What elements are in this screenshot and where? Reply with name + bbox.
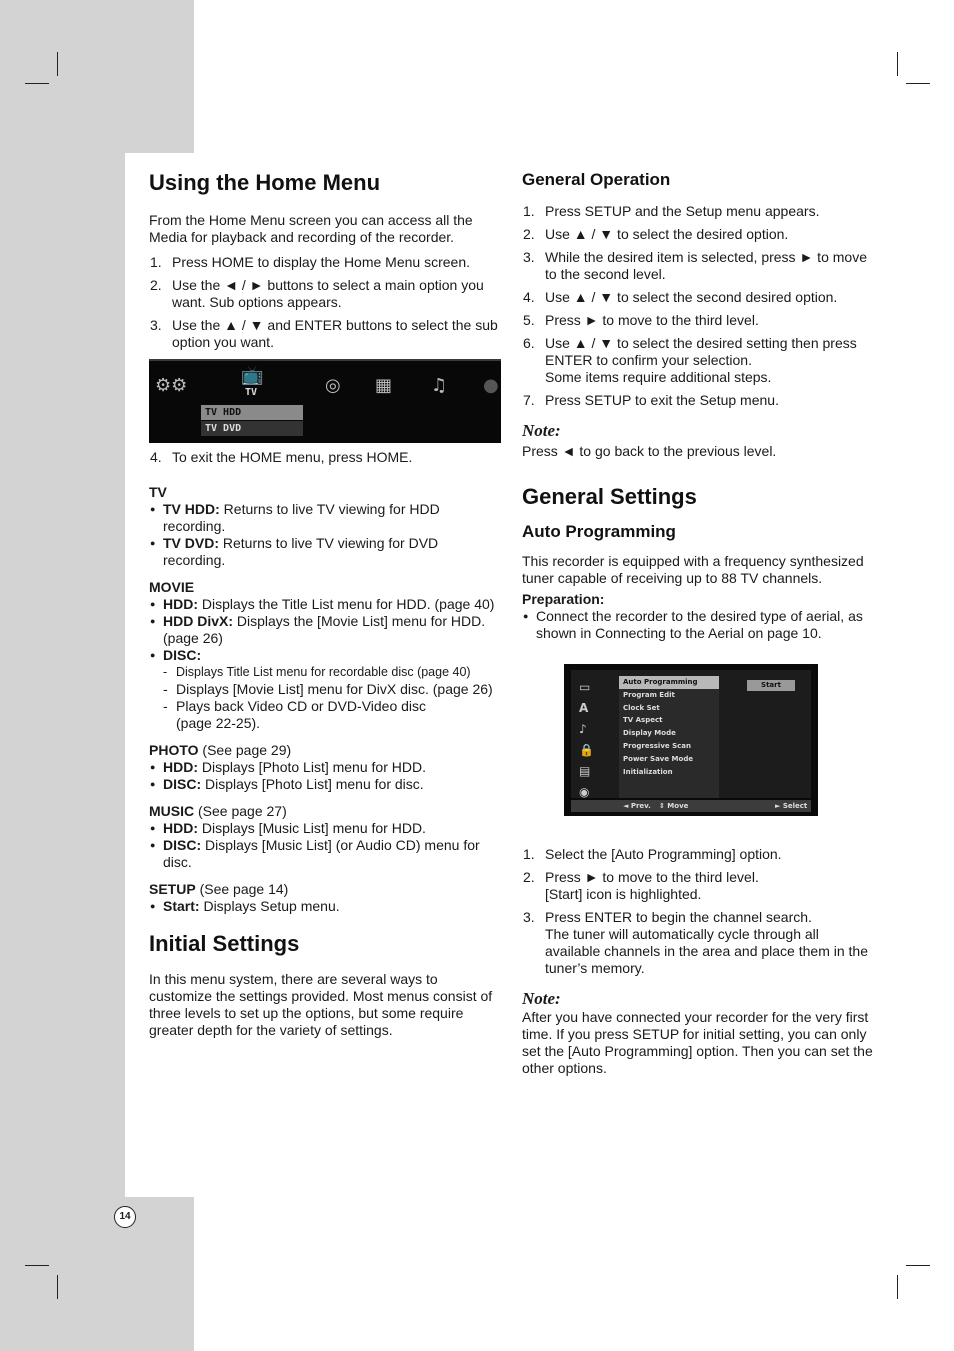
crop-mark <box>57 52 58 76</box>
page-number: 14 <box>114 1206 136 1228</box>
list-item: ● HDD DivX: Displays the [Movie List] menu for HDD. (page 26) <box>149 613 501 647</box>
home-step-4 <box>149 449 501 466</box>
heading-auto-programming: Auto Programming <box>522 522 676 541</box>
crop-mark <box>897 52 898 76</box>
movie-section: MOVIE ● HDD: Displays the Title List menu for HDD. (page 40) ● HDD DivX: Displays the [Movie List] menu for HDD. (page 26) ● DISC: - Displays Title List menu for recordable disc (page 40) - Displays [Movie List] menu for DivX disc. (page 26) - Plays back Video CD or DVD-Video disc (page 22-25). <box>149 579 501 732</box>
right-column <box>522 170 874 1077</box>
disc-icon: ◉ <box>579 785 590 799</box>
music-icon: ♫ <box>431 375 448 396</box>
list-item: ● DISC: Displays [Music List] (or Audio CD) menu for disc. <box>149 837 501 871</box>
list-item: ● HDD: Displays [Photo List] menu for HDD. <box>149 759 501 776</box>
crop-mark <box>906 1265 930 1266</box>
list-item: ● TV DVD: Returns to live TV viewing for DVD recording. <box>149 535 501 569</box>
music-section: MUSIC (See page 27) ● HDD: Displays [Music List] menu for HDD. ● DISC: Displays [Music List] (or Audio CD) menu for disc. <box>149 803 501 871</box>
general-operation-steps <box>522 203 874 409</box>
note-text: Press ◄ to go back to the previous level. <box>522 443 777 459</box>
crop-mark <box>25 83 49 84</box>
home-menu-sub-tv-hdd: TV HDD <box>201 405 303 420</box>
list-item: 7. Press SETUP to exit the Setup menu. <box>523 392 779 408</box>
list-item: Clock Set <box>623 703 660 712</box>
home-menu-main-label: TV <box>245 387 258 398</box>
list-item: Program Edit <box>623 690 675 699</box>
movie-icon: ◎ <box>325 375 341 396</box>
list-item: 2. Press ► to move to the third level. [Start] icon is highlighted. <box>523 869 759 902</box>
list-item: - Displays Title List menu for recordable disc (page 40) <box>149 664 501 681</box>
note-title: Note: <box>522 989 561 1008</box>
crop-mark <box>906 83 930 84</box>
list-item: 4. Use ▲ / ▼ to select the second desired option. <box>523 289 838 305</box>
crop-mark <box>25 1265 49 1266</box>
crop-mark <box>57 1275 58 1299</box>
list-item: 1. Press SETUP and the Setup menu appears. <box>523 203 820 219</box>
list-item: ● TV HDD: Returns to live TV viewing for HDD recording. <box>149 501 501 535</box>
list-item: ● DISC: <box>149 647 501 664</box>
list-item: - Plays back Video CD or DVD-Video disc (page 22-25). <box>149 698 501 732</box>
list-item: Progressive Scan <box>623 741 691 750</box>
heading-general-settings: General Settings <box>522 484 697 509</box>
setup-section: SETUP (See page 14) ● Start: Displays Setup menu. <box>149 881 501 915</box>
photo-section: PHOTO (See page 29) ● HDD: Displays [Photo List] menu for HDD. ● DISC: Displays [Photo List] menu for disc. <box>149 742 501 793</box>
heading-initial-settings: Initial Settings <box>149 931 300 956</box>
margin-panel-top <box>0 0 194 153</box>
setup-menu-start: Start <box>747 680 795 691</box>
heading-general-operation: General Operation <box>522 170 671 189</box>
list-item: 4. To exit the HOME menu, press HOME. <box>150 449 413 465</box>
list-item: ● DISC: Displays [Photo List] menu for disc. <box>149 776 501 793</box>
setup-menu-list <box>619 676 719 798</box>
note-text: After you have connected your recorder for the very first time. If you press SETUP for initial setting, you can only set the [Auto Programming] option. Then you can set the other options. <box>522 1009 873 1076</box>
list-item: ● Start: Displays Setup menu. <box>149 898 501 915</box>
setup-menu-screenshot <box>564 664 818 816</box>
photo-icon: ▦ <box>375 375 393 396</box>
home-menu-sub-tv-dvd: TV DVD <box>201 421 303 436</box>
preparation-item: ● Connect the recorder to the desired type of aerial, as shown in Connecting to the Aerial on page 10. <box>522 608 874 642</box>
list-item: Initialization <box>623 767 673 776</box>
list-item: 3. While the desired item is selected, press ► to move to the second level. <box>523 249 867 282</box>
list-item: ● HDD: Displays the Title List menu for HDD. (page 40) <box>149 596 501 613</box>
list-item: 6. Use ▲ / ▼ to select the desired setting then press ENTER to confirm your selection. Some items require additional steps. <box>523 335 857 385</box>
left-column <box>149 170 501 1039</box>
list-item: 2. Use the ◄ / ► buttons to select a main option you want. Sub options appears. <box>150 277 484 310</box>
initial-settings-text: In this menu system, there are several ways to customize the settings provided. Most menus consist of three levels to set up the options, but some require greater depth for the variety of settings. <box>149 971 493 1038</box>
list-item: Power Save Mode <box>623 754 694 763</box>
list-item: Auto Programming <box>619 676 719 689</box>
list-item: 1. Press HOME to display the Home Menu screen. <box>150 254 471 270</box>
home-intro: From the Home Menu screen you can access all the Media for playback and recording of the recorder. <box>149 212 473 245</box>
preparation-label: Preparation: <box>522 591 605 607</box>
auto-programming-intro: This recorder is equipped with a frequency synthesized tuner capable of receiving up to 88 TV channels. <box>522 553 864 586</box>
crop-mark <box>897 1275 898 1299</box>
auto-programming-steps <box>522 846 874 977</box>
language-icon: A <box>579 701 589 715</box>
setup-menu-footer: ◄ Prev. ⇕ Move ► Select <box>571 800 811 812</box>
list-item: 3. Use the ▲ / ▼ and ENTER buttons to select the sub option you want. <box>150 317 498 350</box>
list-item: 3. Press ENTER to begin the channel search. The tuner will automatically cycle through all available channels in the area and place them in the tuner’s memory. <box>523 909 868 976</box>
lock-icon: 🔒 <box>579 743 594 757</box>
home-steps-list <box>149 254 501 351</box>
list-item: - Displays [Movie List] menu for DivX disc. (page 26) <box>149 681 501 698</box>
home-menu-screenshot <box>149 359 501 443</box>
note-title: Note: <box>522 421 561 440</box>
list-item: 1. Select the [Auto Programming] option. <box>523 846 782 862</box>
list-item: ● HDD: Displays [Music List] menu for HDD. <box>149 820 501 837</box>
list-item: TV Aspect <box>623 716 663 725</box>
audio-icon: ♪ <box>579 722 587 736</box>
margin-panel-left <box>0 153 125 1351</box>
list-item: 5. Press ► to move to the third level. <box>523 312 759 328</box>
record-icon: ▤ <box>579 764 591 778</box>
tv-section: TV ● TV HDD: Returns to live TV viewing for HDD recording. ● TV DVD: Returns to live TV viewing for DVD recording. <box>149 484 501 569</box>
display-icon: ▭ <box>579 680 591 694</box>
heading-using-home-menu: Using the Home Menu <box>149 170 381 195</box>
list-item: Display Mode <box>623 729 676 738</box>
tv-icon: 📺 <box>241 365 264 386</box>
list-item: 2. Use ▲ / ▼ to select the desired option. <box>523 226 789 242</box>
disc-icon: ● <box>483 375 499 396</box>
gear-icon: ⚙⚙ <box>155 375 188 396</box>
